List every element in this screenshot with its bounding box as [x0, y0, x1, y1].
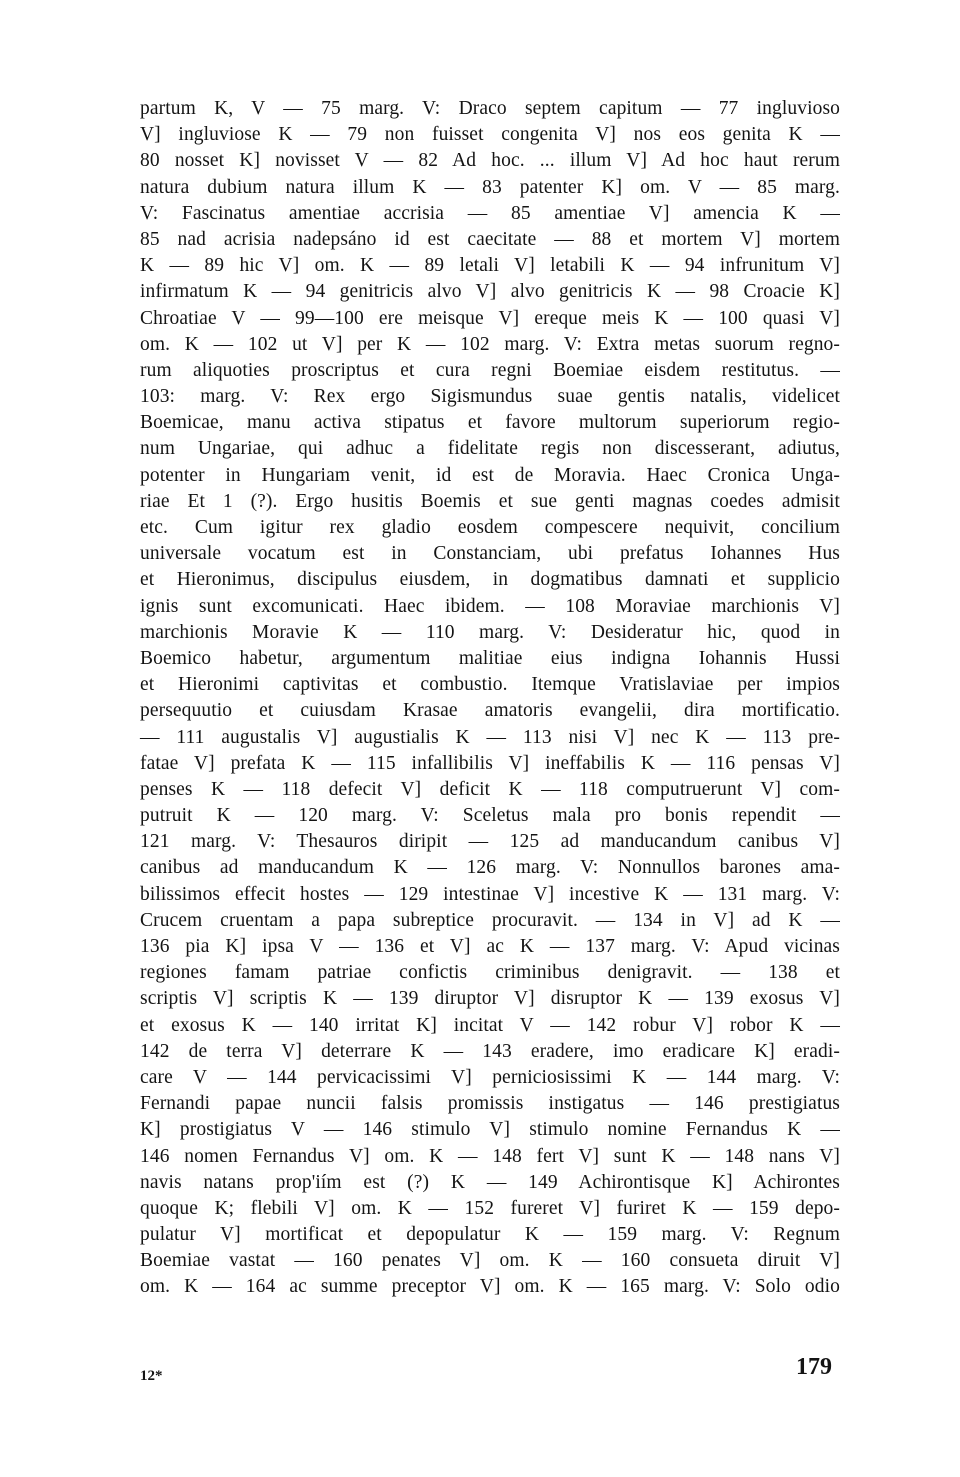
text-line: Chroatiae V — 99—100 ere meisque V] ereque meis K — 100 quasi V]: [140, 307, 840, 329]
text-line: fatae V] prefata K — 115 infallibilis V] ineffabilis K — 116 pensas V]: [140, 752, 840, 774]
text-line: om. K — 164 ac summe preceptor V] om. K — 165 marg. V: Solo odio: [140, 1276, 840, 1298]
text-line: care V — 144 pervicacissimi V] perniciosissimi K — 144 marg. V:: [140, 1066, 840, 1088]
text-line: Crucem cruentam a papa subreptice procuravit. — 134 in V] ad K —: [140, 909, 840, 931]
text-line: V: Fascinatus amentiae accrisia — 85 amentiae V] amencia K —: [140, 202, 840, 224]
text-line: K] prostigiatus V — 146 stimulo V] stimulo nomine Fernandus K —: [140, 1119, 840, 1141]
text-line: 85 nad acrisia nadepsáno id est caecitate — 88 et mortem V] mortem: [140, 228, 840, 250]
text-line: et exosus K — 140 irritat K] incitat V — 142 robur V] robor K —: [140, 1014, 840, 1036]
text-line: om. K — 102 ut V] per K — 102 marg. V: Extra metas suorum regno-: [140, 333, 840, 355]
text-line: — 111 augustalis V] augustialis K — 113 nisi V] nec K — 113 pre-: [140, 726, 840, 748]
text-line: rum aliquoties proscriptus et cura regni Boemiae eisdem restitutus. —: [140, 359, 840, 381]
text-line: V] ingluviose K — 79 non fuisset congenita V] nos eos genita K —: [140, 124, 840, 146]
text-line: pulatur V] mortificat et depopulatur K — 159 marg. V: Regnum: [140, 1224, 840, 1246]
text-line: partum K, V — 75 marg. V: Draco septem capitum — 77 ingluvioso: [140, 98, 840, 119]
text-line: Fernandi papae nuncii falsis promissis instigatus — 146 prestigiatus: [140, 1093, 840, 1115]
text-line: 80 nosset K] novisset V — 82 Ad hoc. ... illum V] Ad hoc haut rerum: [140, 150, 840, 172]
text-line: quoque K; flebili V] om. K — 152 fureret V] furiret K — 159 depo-: [140, 1197, 840, 1219]
text-line: K — 89 hic V] om. K — 89 letali V] letabili K — 94 infrunitum V]: [140, 255, 840, 277]
text-line: natura dubium natura illum K — 83 patenter K] om. V — 85 marg.: [140, 176, 840, 198]
text-line: infirmatum K — 94 genitricis alvo V] alvo genitricis K — 98 Croacie K]: [140, 281, 840, 303]
text-line: 146 nomen Fernandus V] om. K — 148 fert V] sunt K — 148 nans V]: [140, 1145, 840, 1167]
text-line: 121 marg. V: Thesauros diripit — 125 ad manducandum canibus V]: [140, 831, 840, 853]
text-line: et Hieronimus, discipulus eiusdem, in dogmatibus damnati et supplicio: [140, 569, 840, 591]
text-line: regiones famam patriae confictis criminibus denigravit. — 138 et: [140, 962, 840, 984]
text-line: 136 pia K] ipsa V — 136 et V] ac K — 137 marg. V: Apud vicinas: [140, 936, 840, 957]
text-line: etc. Cum igitur rex gladio eosdem compescere nequivit, concilium: [140, 517, 840, 538]
text-line: penses K — 118 defecit V] deficit K — 118 computruerunt V] com-: [140, 778, 840, 800]
text-line: marchionis Moravie K — 110 marg. V: Desideratur hic, quod in: [140, 621, 840, 643]
text-line: 142 de terra V] deterrare K — 143 eradere, imo eradicare K] eradi-: [140, 1040, 840, 1062]
page-number: 179: [796, 1354, 832, 1380]
text-line: Boemico habetur, argumentum malitiae eius indigna Iohannis Hussi: [140, 647, 840, 669]
text-line: et Hieronimi captivitas et combustio. Itemque Vratislaviae per impios: [140, 674, 840, 696]
text-line: universale vocatum est in Constanciam, ubi prefatus Iohannes Hus: [140, 543, 840, 565]
text-line: Boemicae, manu activa stipatus et favore multorum superiorum regio-: [140, 412, 840, 434]
text-line: riae Et 1 (?). Ergo husitis Boemis et sue genti magnas coedes admisit: [140, 490, 840, 512]
text-line: canibus ad manducandum K — 126 marg. V: Nonnullos barones ama-: [140, 857, 840, 879]
printer-signature-mark: 12*: [140, 1368, 163, 1384]
text-line: scriptis V] scriptis K — 139 diruptor V] disruptor K — 139 exosus V]: [140, 988, 840, 1010]
text-line: 103: marg. V: Rex ergo Sigismundus suae gentis natalis, videlicet: [140, 386, 840, 408]
text-line: Boemiae vastat — 160 penates V] om. K — 160 consueta diruit V]: [140, 1250, 840, 1272]
text-line: putruit K — 120 marg. V: Sceletus mala pro bonis rependit —: [140, 805, 840, 827]
critical-apparatus-text: [140, 96, 840, 1301]
text-line: potenter in Hungariam venit, id est de Moravia. Haec Cronica Unga-: [140, 464, 840, 486]
text-line: navis natans prop'iím est (?) K — 149 Achirontisque K] Achirontes: [140, 1171, 840, 1193]
text-line: persequutio et cuiusdam Krasae amatoris evangelii, dira mortificatio.: [140, 700, 840, 722]
text-line: ignis sunt excomunicati. Haec ibidem. — 108 Moraviae marchionis V]: [140, 595, 840, 617]
text-line: bilissimos effecit hostes — 129 intestinae V] incestive K — 131 marg. V:: [140, 883, 840, 905]
text-line: num Ungariae, qui adhuc a fidelitate regis non discesserant, adiutus,: [140, 438, 840, 460]
